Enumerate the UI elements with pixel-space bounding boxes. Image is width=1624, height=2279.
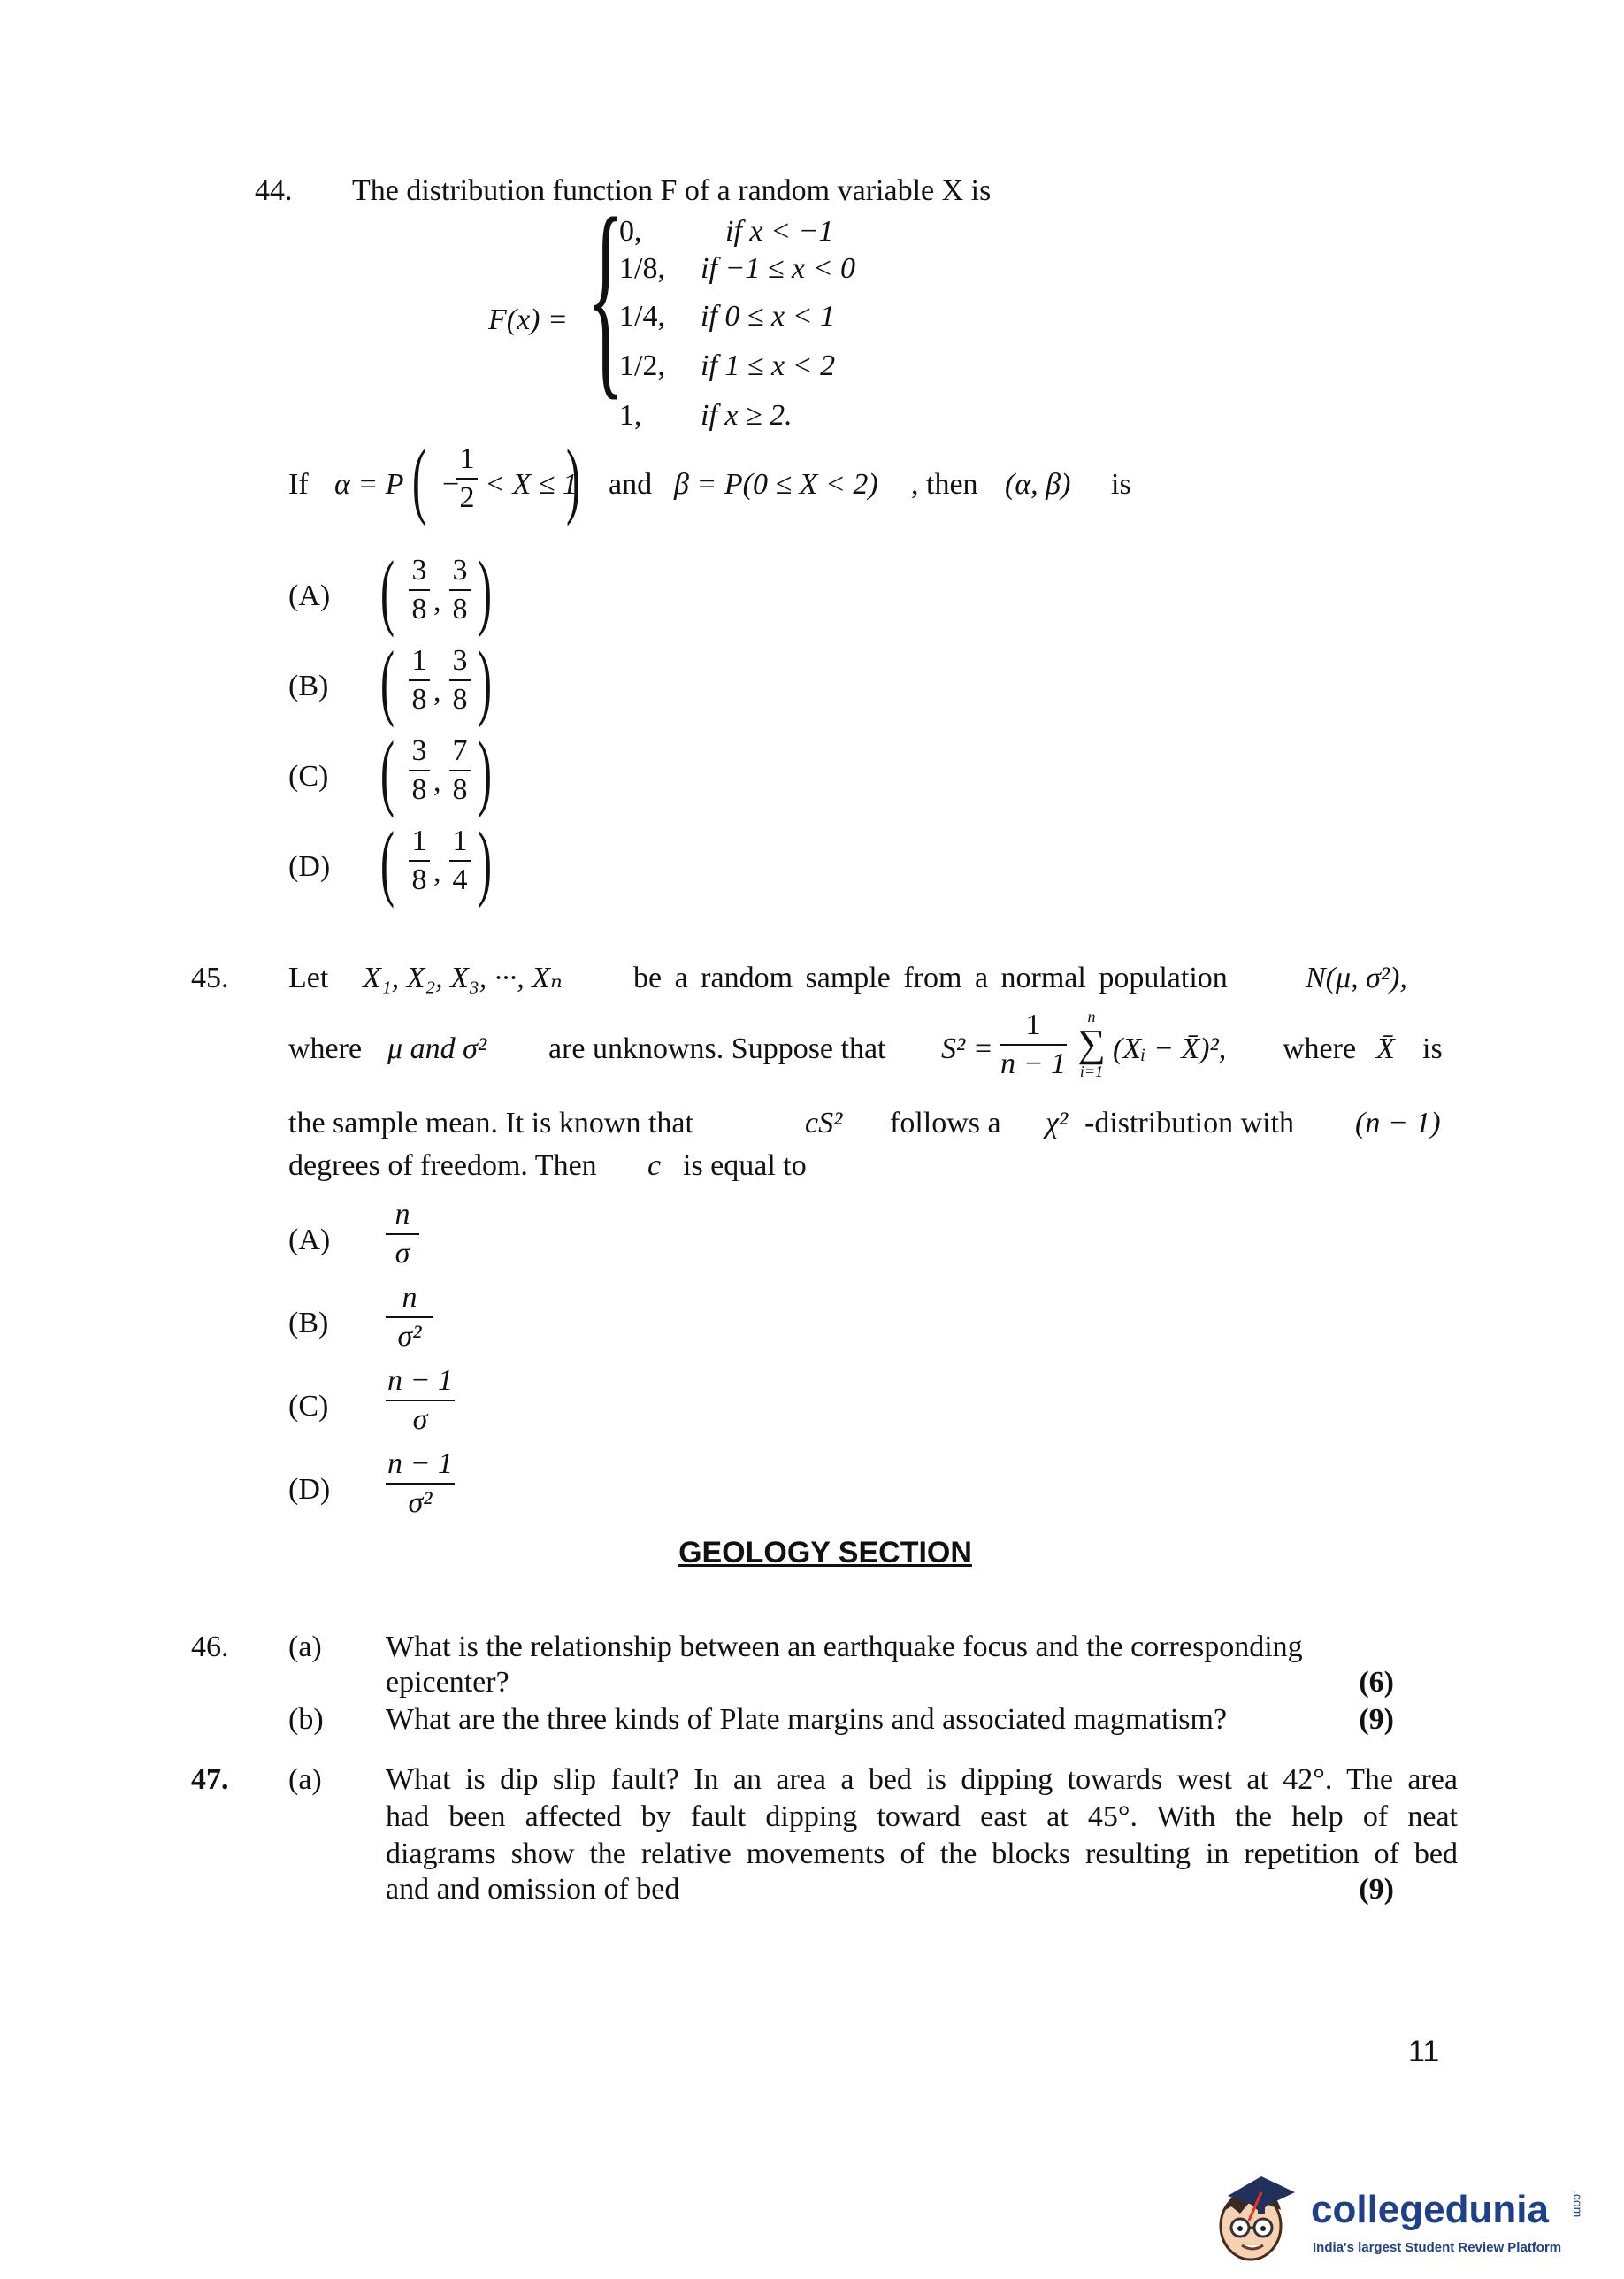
fraction-bar xyxy=(386,1233,419,1235)
open-paren: ( xyxy=(380,633,395,728)
q45-df: (n − 1) xyxy=(1355,1107,1441,1140)
denominator: 8 xyxy=(452,773,468,806)
page-number: 11 xyxy=(1408,2035,1440,2068)
then-word: , then xyxy=(911,468,978,501)
numerator: 1 xyxy=(452,825,468,857)
second-fraction xyxy=(449,825,471,897)
q45-chi: χ² xyxy=(1046,1107,1069,1140)
comma: , xyxy=(433,585,441,618)
option-label: (A) xyxy=(288,1224,331,1256)
q45-where: where xyxy=(288,1032,363,1065)
denominator: 8 xyxy=(452,593,468,625)
q46-a-marks: (6) xyxy=(1359,1666,1394,1699)
q45-line2-text: are unknowns. Suppose that xyxy=(548,1032,886,1065)
is-word: is xyxy=(1111,468,1131,501)
close-paren: ) xyxy=(478,633,492,728)
q47-label: (a) xyxy=(288,1763,322,1796)
summation xyxy=(1076,1009,1107,1079)
case-value-4: 1, xyxy=(619,399,642,432)
denominator: σ² xyxy=(397,1320,422,1353)
denominator: σ xyxy=(412,1403,428,1436)
q46-b-marks: (9) xyxy=(1359,1703,1394,1736)
open-paren: ( xyxy=(380,724,395,818)
fraction-bar xyxy=(409,679,430,681)
q45-line4: degrees of freedom. Then xyxy=(288,1149,597,1182)
alpha-fraction xyxy=(456,442,478,515)
option-label: (B) xyxy=(288,670,329,702)
sum-upper-limit: n xyxy=(1087,1008,1096,1025)
pair: (α, β) xyxy=(1005,468,1071,501)
logo-tagline: India's largest Student Review Platform xyxy=(1313,2240,1562,2255)
numerator: n − 1 xyxy=(387,1364,453,1397)
xbar: X̄ xyxy=(1376,1032,1395,1065)
first-fraction xyxy=(409,554,430,626)
sum-lower-limit: i=1 xyxy=(1079,1063,1104,1080)
q45-cs2: cS² xyxy=(805,1107,843,1140)
case-value-3: 1/2, xyxy=(619,349,665,382)
denominator: n − 1 xyxy=(1000,1047,1066,1080)
comma: , xyxy=(433,856,441,888)
q46-a-label: (a) xyxy=(288,1631,322,1663)
fraction-bar xyxy=(456,478,478,480)
q45-line3-b: follows a xyxy=(890,1107,1001,1140)
second-fraction xyxy=(449,554,471,626)
numerator: 1 xyxy=(411,825,427,857)
open-paren: ( xyxy=(380,814,395,909)
case-value-1: 1/8, xyxy=(619,252,665,285)
second-fraction xyxy=(449,734,471,807)
alpha-open-paren: ( xyxy=(412,432,426,526)
close-paren: ) xyxy=(478,543,492,638)
case-cond-2: if 0 ≤ x < 1 xyxy=(701,300,836,333)
option-label: (C) xyxy=(288,1390,329,1423)
alpha-close-paren: ) xyxy=(566,432,580,526)
fraction-bar xyxy=(386,1483,455,1485)
logo-suffix: .com xyxy=(1571,2191,1585,2218)
case-cond-0: if x < −1 xyxy=(725,215,834,248)
numerator: 1 xyxy=(1025,1009,1041,1041)
alpha-rest: < X ≤ 1 xyxy=(485,468,578,501)
q44-number: 44. xyxy=(255,174,293,207)
case-value-0: 0, xyxy=(619,215,642,248)
if-word: If xyxy=(288,468,309,501)
q45-let: Let xyxy=(288,962,329,994)
fraction-bar xyxy=(449,679,471,681)
denominator: 8 xyxy=(411,593,427,625)
open-paren: ( xyxy=(380,543,395,638)
alpha-num: 1 xyxy=(459,442,475,475)
first-fraction xyxy=(409,644,430,717)
q47-marks: (9) xyxy=(1359,1873,1394,1906)
sum-term: (Xᵢ − X̄)², xyxy=(1113,1032,1227,1065)
numerator: n xyxy=(395,1198,410,1231)
close-paren: ) xyxy=(478,814,492,909)
denominator: σ xyxy=(395,1237,410,1270)
s2-fraction xyxy=(1000,1009,1067,1081)
option-fraction xyxy=(386,1364,455,1437)
q46-number: 46. xyxy=(191,1631,229,1663)
q47-line-4: and and omission of bed xyxy=(386,1873,680,1906)
q45-number: 45. xyxy=(191,962,229,994)
second-fraction xyxy=(449,644,471,717)
alpha-minus: − xyxy=(442,468,460,501)
option-fraction xyxy=(386,1198,419,1270)
option-label: (D) xyxy=(288,850,331,883)
q45-sample: X₁, X₂, X₃, ···, Xₙ xyxy=(363,962,563,994)
case-cond-3: if 1 ≤ x < 2 xyxy=(701,349,836,382)
q45-params: μ and σ² xyxy=(387,1032,487,1065)
beta-expr: β = P(0 ≤ X < 2) xyxy=(674,468,878,501)
option-label: (B) xyxy=(288,1307,329,1339)
comma: , xyxy=(433,765,441,798)
case-value-2: 1/4, xyxy=(619,300,665,333)
alpha-den: 2 xyxy=(459,481,475,514)
denominator: 4 xyxy=(452,863,468,896)
denominator: 8 xyxy=(411,773,427,806)
q46-a-line2: epicenter? xyxy=(386,1666,509,1699)
comma: , xyxy=(433,675,441,708)
section-heading: GEOLOGY SECTION xyxy=(678,1536,972,1569)
option-label: (A) xyxy=(288,579,331,612)
fraction-bar xyxy=(409,589,430,591)
denominator: σ² xyxy=(408,1486,433,1519)
fraction-bar xyxy=(449,589,471,591)
denominator: 8 xyxy=(411,863,427,896)
denominator: 8 xyxy=(411,683,427,716)
first-fraction xyxy=(409,825,430,897)
left-brace: { xyxy=(587,173,624,418)
s2-lhs: S² = xyxy=(941,1032,993,1065)
numerator: n − 1 xyxy=(387,1447,453,1480)
numerator: 1 xyxy=(411,644,427,677)
alpha-lhs: α = P xyxy=(334,468,404,501)
and-word: and xyxy=(609,468,653,501)
fraction-bar xyxy=(449,770,471,771)
q46-b-line1: What are the three kinds of Plate margins and associated magmatism? xyxy=(386,1703,1228,1736)
collegedunia-logo xyxy=(1207,2169,1596,2267)
fraction-bar xyxy=(386,1316,433,1318)
numerator: 7 xyxy=(452,734,468,767)
fraction-bar xyxy=(409,860,430,862)
fraction-bar xyxy=(409,770,430,771)
close-paren: ) xyxy=(478,724,492,818)
q45-line4-end: is equal to xyxy=(683,1149,807,1182)
logo-brand: collegedunia xyxy=(1311,2188,1549,2231)
numerator: n xyxy=(402,1281,417,1314)
q44-stem: The distribution function F of a random variable X is xyxy=(352,174,992,207)
q47-line-2: had been affected by fault dipping toward east at 45°. With the help of neat xyxy=(386,1800,1458,1833)
q47-number: 47. xyxy=(191,1763,229,1796)
sum-symbol: ∑ xyxy=(1077,1022,1106,1065)
fx-label: F(x) = xyxy=(488,303,568,336)
q45-c: c xyxy=(647,1149,662,1182)
case-cond-4: if x ≥ 2. xyxy=(701,399,793,432)
fraction-bar xyxy=(386,1400,455,1401)
option-label: (D) xyxy=(288,1473,331,1506)
q45-where-2: where xyxy=(1283,1032,1357,1065)
fraction-bar xyxy=(449,860,471,862)
first-fraction xyxy=(409,734,430,807)
case-cond-1: if −1 ≤ x < 0 xyxy=(701,252,856,285)
q47-line-1: What is dip slip fault? In an area a bed is dipping towards west at 42°. The area xyxy=(386,1763,1458,1796)
numerator: 3 xyxy=(452,554,468,587)
numerator: 3 xyxy=(411,734,427,767)
q45-dist: N(μ, σ²), xyxy=(1306,962,1407,994)
option-label: (C) xyxy=(288,760,329,793)
q47-line-3: diagrams show the relative movements of the blocks resulting in repetition of bed xyxy=(386,1838,1458,1870)
q46-a-line1: What is the relationship between an earthquake focus and the corresponding xyxy=(386,1631,1303,1663)
mascot-icon xyxy=(1207,2169,1304,2267)
numerator: 3 xyxy=(452,644,468,677)
option-fraction xyxy=(386,1281,433,1354)
q46-b-label: (b) xyxy=(288,1703,324,1736)
option-fraction xyxy=(386,1447,455,1520)
fraction-bar xyxy=(1000,1044,1067,1046)
numerator: 3 xyxy=(411,554,427,587)
q45-line3-c: -distribution with xyxy=(1084,1107,1295,1140)
q45-line1-text: be a random sample from a normal population xyxy=(633,962,1228,994)
q45-is: is xyxy=(1422,1032,1443,1065)
q45-line3-a: the sample mean. It is known that xyxy=(288,1107,693,1140)
denominator: 8 xyxy=(452,683,468,716)
